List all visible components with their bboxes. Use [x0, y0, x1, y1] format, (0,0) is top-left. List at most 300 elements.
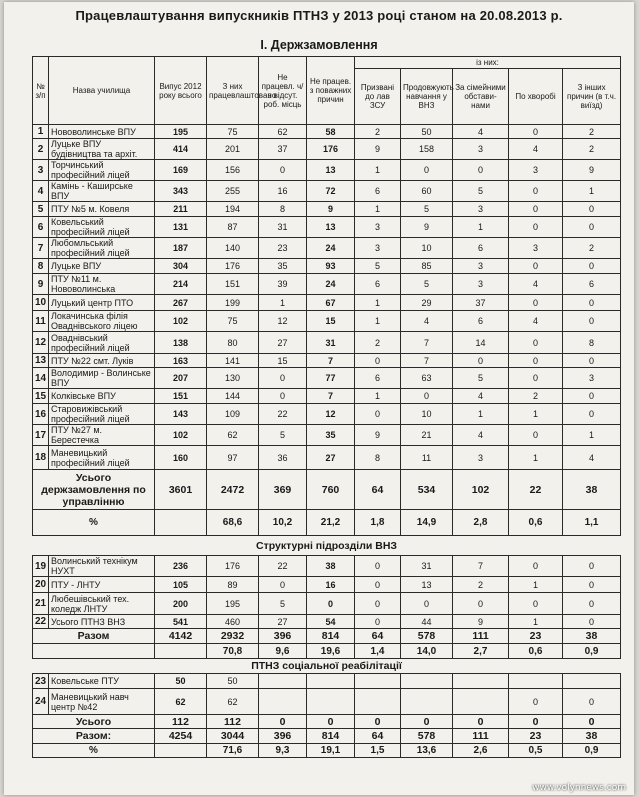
value-cell: 0 [563, 556, 621, 577]
total-value-cell: 0,9 [563, 644, 621, 659]
value-cell: 207 [155, 368, 207, 389]
table-row [33, 238, 621, 259]
value-cell: 3 [453, 259, 509, 274]
value-cell: 62 [207, 425, 259, 446]
value-cell: 195 [207, 593, 259, 615]
value-cell: 163 [155, 354, 207, 368]
value-cell: 201 [207, 139, 259, 160]
value-cell: 3 [453, 202, 509, 217]
total-label-state: Усього держзамовлення по управлінню [33, 470, 155, 510]
value-cell: 267 [155, 295, 207, 311]
total-row [33, 644, 621, 659]
value-cell: 0 [563, 389, 621, 404]
total-value-cell: 0,5 [509, 744, 563, 758]
value-cell: 0 [509, 368, 563, 389]
total-value-cell: 2,8 [453, 510, 509, 536]
value-cell: 141 [207, 354, 259, 368]
value-cell: 21 [401, 425, 453, 446]
value-cell: 5 [453, 368, 509, 389]
value-cell: 5 [401, 202, 453, 217]
value-cell: 10 [401, 404, 453, 425]
total-value-cell [155, 744, 207, 758]
total-value-cell: 22 [509, 470, 563, 510]
value-cell: 0 [563, 593, 621, 615]
value-cell: 176 [207, 259, 259, 274]
row-number: 16 [33, 404, 49, 425]
value-cell: 0 [509, 295, 563, 311]
value-cell: 169 [155, 160, 207, 181]
value-cell: 156 [207, 160, 259, 181]
value-cell: 37 [259, 139, 307, 160]
total-value-cell: 578 [401, 729, 453, 744]
value-cell: 11 [401, 446, 453, 470]
total-value-cell: 19,1 [307, 744, 355, 758]
col-header-illness: По хворобі [509, 69, 563, 125]
total-value-cell: 396 [259, 629, 307, 644]
school-name: ПТУ №11 м. Нововолинська [49, 274, 155, 295]
row-number: 17 [33, 425, 49, 446]
total-value-cell: 0 [563, 715, 621, 729]
value-cell: 0 [453, 593, 509, 615]
total-value-cell: 0,6 [509, 644, 563, 659]
total-value-cell: 0 [509, 715, 563, 729]
value-cell: 0 [355, 556, 401, 577]
table-row [33, 389, 621, 404]
value-cell: 0 [355, 404, 401, 425]
value-cell: 0 [355, 593, 401, 615]
value-cell: 12 [307, 404, 355, 425]
value-cell: 62 [155, 689, 207, 715]
row-number: 6 [33, 217, 49, 238]
total-label-rehab: Усього [33, 715, 155, 729]
value-cell: 54 [307, 615, 355, 629]
value-cell: 7 [401, 332, 453, 354]
total-value-cell: 2472 [207, 470, 259, 510]
total-value-cell: 10,2 [259, 510, 307, 536]
employment-table [32, 56, 621, 758]
table-row [33, 217, 621, 238]
value-cell: 4 [401, 311, 453, 332]
col-header-employed: З них працевлаштовано [207, 57, 259, 125]
value-cell: 1 [453, 404, 509, 425]
value-cell: 1 [509, 615, 563, 629]
value-cell: 6 [355, 368, 401, 389]
total-value-cell: 0 [259, 715, 307, 729]
value-cell: 23 [259, 238, 307, 259]
school-name: Волинський технікум НУХТ [49, 556, 155, 577]
school-name: Володимир - Волинське ВПУ [49, 368, 155, 389]
value-cell: 9 [307, 202, 355, 217]
value-cell: 1 [453, 217, 509, 238]
value-cell: 7 [307, 354, 355, 368]
value-cell: 27 [259, 332, 307, 354]
row-number: 15 [33, 389, 49, 404]
value-cell [509, 674, 563, 689]
row-number: 13 [33, 354, 49, 368]
value-cell [563, 674, 621, 689]
total-value-cell: 14,9 [401, 510, 453, 536]
total-value-cell: 38 [563, 629, 621, 644]
value-cell: 0 [509, 332, 563, 354]
value-cell: 0 [563, 689, 621, 715]
total-value-cell: 9,6 [259, 644, 307, 659]
value-cell: 4 [509, 274, 563, 295]
value-cell: 13 [307, 160, 355, 181]
value-cell: 214 [155, 274, 207, 295]
value-cell: 195 [155, 125, 207, 139]
value-cell: 35 [307, 425, 355, 446]
value-cell [307, 689, 355, 715]
row-number: 2 [33, 139, 49, 160]
total-value-cell: 21,2 [307, 510, 355, 536]
total-value-cell: 760 [307, 470, 355, 510]
school-name: Локачинська філія Оваднівського ліцею [49, 311, 155, 332]
value-cell: 13 [401, 577, 453, 593]
value-cell: 9 [355, 139, 401, 160]
total-value-cell: 70,8 [207, 644, 259, 659]
value-cell: 0 [453, 354, 509, 368]
value-cell: 36 [259, 446, 307, 470]
table-body-state [33, 125, 621, 758]
total-value-cell: 534 [401, 470, 453, 510]
total-value-cell: 2,7 [453, 644, 509, 659]
school-name: Ковельський професійний ліцей [49, 217, 155, 238]
school-name: Луцьке ВПУ [49, 259, 155, 274]
value-cell: 6 [355, 274, 401, 295]
value-cell: 9 [453, 615, 509, 629]
value-cell: 541 [155, 615, 207, 629]
value-cell: 144 [207, 389, 259, 404]
value-cell: 31 [259, 217, 307, 238]
value-cell: 63 [401, 368, 453, 389]
row-number: 24 [33, 689, 49, 715]
total-value-cell: 111 [453, 729, 509, 744]
value-cell: 75 [207, 125, 259, 139]
value-cell: 0 [509, 354, 563, 368]
value-cell: 0 [509, 556, 563, 577]
school-name: Любешівський тех. коледж ЛНТУ [49, 593, 155, 615]
value-cell: 50 [207, 674, 259, 689]
total-value-cell: 396 [259, 729, 307, 744]
value-cell: 8 [259, 202, 307, 217]
total-value-cell: 1,1 [563, 510, 621, 536]
total-value-cell: 64 [355, 629, 401, 644]
total-value-cell: 0 [355, 715, 401, 729]
value-cell: 1 [563, 181, 621, 202]
total-value-cell: 1,4 [355, 644, 401, 659]
value-cell: 0 [509, 593, 563, 615]
table-row [33, 181, 621, 202]
value-cell: 102 [155, 425, 207, 446]
table-row [33, 295, 621, 311]
value-cell: 1 [355, 160, 401, 181]
table-row [33, 593, 621, 615]
value-cell: 0 [563, 354, 621, 368]
grand-total-label: Разом [33, 629, 155, 644]
value-cell [355, 674, 401, 689]
total-value-cell: 1,5 [355, 744, 401, 758]
table-row [33, 202, 621, 217]
value-cell: 0 [563, 259, 621, 274]
total-value-cell: 19,6 [307, 644, 355, 659]
value-cell: 3 [453, 446, 509, 470]
value-cell: 211 [155, 202, 207, 217]
total-row [33, 510, 621, 536]
value-cell: 3 [453, 274, 509, 295]
percent-label-state: % [33, 510, 155, 536]
value-cell: 4 [453, 389, 509, 404]
value-cell: 140 [207, 238, 259, 259]
value-cell: 2 [355, 332, 401, 354]
value-cell: 6 [355, 181, 401, 202]
percent-label-2 [33, 644, 155, 659]
section-title-university-units: Структурні підрозділи ВНЗ [33, 536, 621, 556]
value-cell: 2 [563, 238, 621, 259]
value-cell: 7 [307, 389, 355, 404]
value-cell: 3 [453, 139, 509, 160]
value-cell: 1 [355, 202, 401, 217]
value-cell: 131 [155, 217, 207, 238]
value-cell: 460 [207, 615, 259, 629]
value-cell: 22 [259, 404, 307, 425]
value-cell: 4 [509, 139, 563, 160]
col-header-of-them: із них: [355, 57, 621, 69]
row-number: 20 [33, 577, 49, 593]
table-row [33, 674, 621, 689]
row-number: 14 [33, 368, 49, 389]
value-cell: 13 [307, 217, 355, 238]
table-row [33, 311, 621, 332]
school-name: Усього ПТНЗ ВНЗ [49, 615, 155, 629]
school-name: Луцьке ВПУ будівництва та архіт. [49, 139, 155, 160]
school-name: Маневицький професійний ліцей [49, 446, 155, 470]
value-cell: 85 [401, 259, 453, 274]
value-cell: 0 [509, 217, 563, 238]
total-value-cell: 0,9 [563, 744, 621, 758]
value-cell: 4 [453, 425, 509, 446]
value-cell: 0 [401, 593, 453, 615]
value-cell: 4 [563, 446, 621, 470]
school-name: Нововолинське ВПУ [49, 125, 155, 139]
table-row [33, 425, 621, 446]
value-cell: 0 [509, 125, 563, 139]
value-cell: 2 [563, 125, 621, 139]
row-number: 5 [33, 202, 49, 217]
value-cell: 236 [155, 556, 207, 577]
school-name: Колківське ВПУ [49, 389, 155, 404]
value-cell: 0 [509, 202, 563, 217]
total-value-cell: 64 [355, 729, 401, 744]
value-cell: 14 [453, 332, 509, 354]
total-value-cell: 2932 [207, 629, 259, 644]
value-cell: 255 [207, 181, 259, 202]
total-value-cell: 2,6 [453, 744, 509, 758]
value-cell: 67 [307, 295, 355, 311]
value-cell: 0 [563, 404, 621, 425]
school-name: Ковельське ПТУ [49, 674, 155, 689]
value-cell: 7 [401, 354, 453, 368]
row-number: 3 [33, 160, 49, 181]
col-header-num: № з/п [33, 57, 49, 125]
total-value-cell [155, 510, 207, 536]
table-row [33, 125, 621, 139]
total-value-cell [155, 644, 207, 659]
value-cell: 2 [453, 577, 509, 593]
value-cell: 9 [401, 217, 453, 238]
value-cell: 0 [401, 389, 453, 404]
value-cell: 200 [155, 593, 207, 615]
value-cell: 31 [401, 556, 453, 577]
value-cell: 1 [355, 311, 401, 332]
value-cell: 1 [563, 425, 621, 446]
school-name: Торчинський професійний ліцей [49, 160, 155, 181]
table-row [33, 354, 621, 368]
value-cell: 77 [307, 368, 355, 389]
section-title-state-order: І. Держзамовлення [260, 38, 378, 52]
total-row [33, 470, 621, 510]
value-cell: 80 [207, 332, 259, 354]
total-row [33, 629, 621, 644]
section-title-social-rehab: ПТНЗ соціальної реабілітації [33, 659, 621, 674]
row-number: 10 [33, 295, 49, 311]
value-cell: 6 [563, 274, 621, 295]
value-cell: 5 [453, 181, 509, 202]
value-cell [401, 689, 453, 715]
value-cell: 24 [307, 274, 355, 295]
value-cell: 0 [453, 160, 509, 181]
value-cell: 0 [563, 615, 621, 629]
col-header-name: Назва училища [49, 57, 155, 125]
value-cell: 75 [207, 311, 259, 332]
total-value-cell: 369 [259, 470, 307, 510]
value-cell: 5 [355, 259, 401, 274]
table-row [33, 368, 621, 389]
school-name: ПТУ №22 смт. Луків [49, 354, 155, 368]
value-cell: 102 [155, 311, 207, 332]
value-cell: 3 [355, 238, 401, 259]
value-cell: 0 [509, 689, 563, 715]
value-cell: 87 [207, 217, 259, 238]
table-row [33, 259, 621, 274]
value-cell: 50 [401, 125, 453, 139]
value-cell: 0 [563, 295, 621, 311]
document-page [4, 2, 634, 795]
school-name: ПТУ №27 м. Берестечка [49, 425, 155, 446]
col-header-no-place: Не працевл. ч/з відсут. роб. місць [259, 57, 307, 125]
total-value-cell: 68,6 [207, 510, 259, 536]
value-cell: 343 [155, 181, 207, 202]
value-cell: 16 [259, 181, 307, 202]
row-number: 8 [33, 259, 49, 274]
value-cell: 12 [259, 311, 307, 332]
row-number: 7 [33, 238, 49, 259]
total-value-cell: 4142 [155, 629, 207, 644]
value-cell: 4 [509, 311, 563, 332]
school-name: Оваднівський професійний ліцей [49, 332, 155, 354]
value-cell: 5 [259, 425, 307, 446]
total-row [33, 715, 621, 729]
section-row [33, 536, 621, 556]
value-cell: 15 [307, 311, 355, 332]
value-cell: 151 [155, 389, 207, 404]
value-cell: 15 [259, 354, 307, 368]
value-cell: 7 [453, 556, 509, 577]
row-number: 11 [33, 311, 49, 332]
value-cell: 8 [563, 332, 621, 354]
table-row [33, 689, 621, 715]
value-cell: 0 [355, 615, 401, 629]
total-value-cell: 71,6 [207, 744, 259, 758]
table-row [33, 446, 621, 470]
value-cell: 1 [355, 295, 401, 311]
total-value-cell: 578 [401, 629, 453, 644]
value-cell: 38 [307, 556, 355, 577]
total-value-cell: 64 [355, 470, 401, 510]
value-cell: 160 [155, 446, 207, 470]
value-cell [453, 689, 509, 715]
value-cell: 3 [563, 368, 621, 389]
col-header-study: Продовжують навчання у ВНЗ [401, 69, 453, 125]
value-cell: 10 [401, 238, 453, 259]
school-name: Камінь - Каширське ВПУ [49, 181, 155, 202]
value-cell: 24 [307, 238, 355, 259]
table-row [33, 404, 621, 425]
value-cell: 3 [355, 217, 401, 238]
value-cell: 1 [509, 404, 563, 425]
value-cell: 5 [259, 593, 307, 615]
school-name: Маневицький навч центр №42 [49, 689, 155, 715]
total-value-cell: 38 [563, 729, 621, 744]
value-cell: 109 [207, 404, 259, 425]
value-cell: 199 [207, 295, 259, 311]
value-cell: 3 [509, 238, 563, 259]
value-cell: 0 [509, 425, 563, 446]
value-cell: 0 [563, 311, 621, 332]
school-name: Любомльський професійний ліцей [49, 238, 155, 259]
total-value-cell: 9,3 [259, 744, 307, 758]
watermark: www.volynnews.com [532, 783, 626, 793]
value-cell: 414 [155, 139, 207, 160]
value-cell: 0 [509, 181, 563, 202]
value-cell: 89 [207, 577, 259, 593]
total-value-cell: 38 [563, 470, 621, 510]
col-header-valid-reasons: Не працев. з поважних причин [307, 57, 355, 125]
value-cell: 27 [259, 615, 307, 629]
value-cell: 31 [307, 332, 355, 354]
value-cell: 29 [401, 295, 453, 311]
total-value-cell: 13,6 [401, 744, 453, 758]
school-name: Старовижівський професійний ліцей [49, 404, 155, 425]
value-cell: 176 [207, 556, 259, 577]
total-value-cell: 111 [453, 629, 509, 644]
row-number: 22 [33, 615, 49, 629]
table-row [33, 556, 621, 577]
row-number: 9 [33, 274, 49, 295]
total-value-cell: 23 [509, 729, 563, 744]
document-title: Працевлаштування випускників ПТНЗ у 2013 році станом на 20.08.2013 р. [75, 8, 563, 23]
total-value-cell: 1,8 [355, 510, 401, 536]
value-cell: 72 [307, 181, 355, 202]
value-cell: 97 [207, 446, 259, 470]
col-header-total: Випус 2012 року всього [155, 57, 207, 125]
value-cell: 0 [401, 160, 453, 181]
value-cell: 39 [259, 274, 307, 295]
value-cell: 62 [259, 125, 307, 139]
value-cell: 0 [355, 577, 401, 593]
value-cell: 22 [259, 556, 307, 577]
value-cell: 158 [401, 139, 453, 160]
value-cell: 1 [509, 577, 563, 593]
